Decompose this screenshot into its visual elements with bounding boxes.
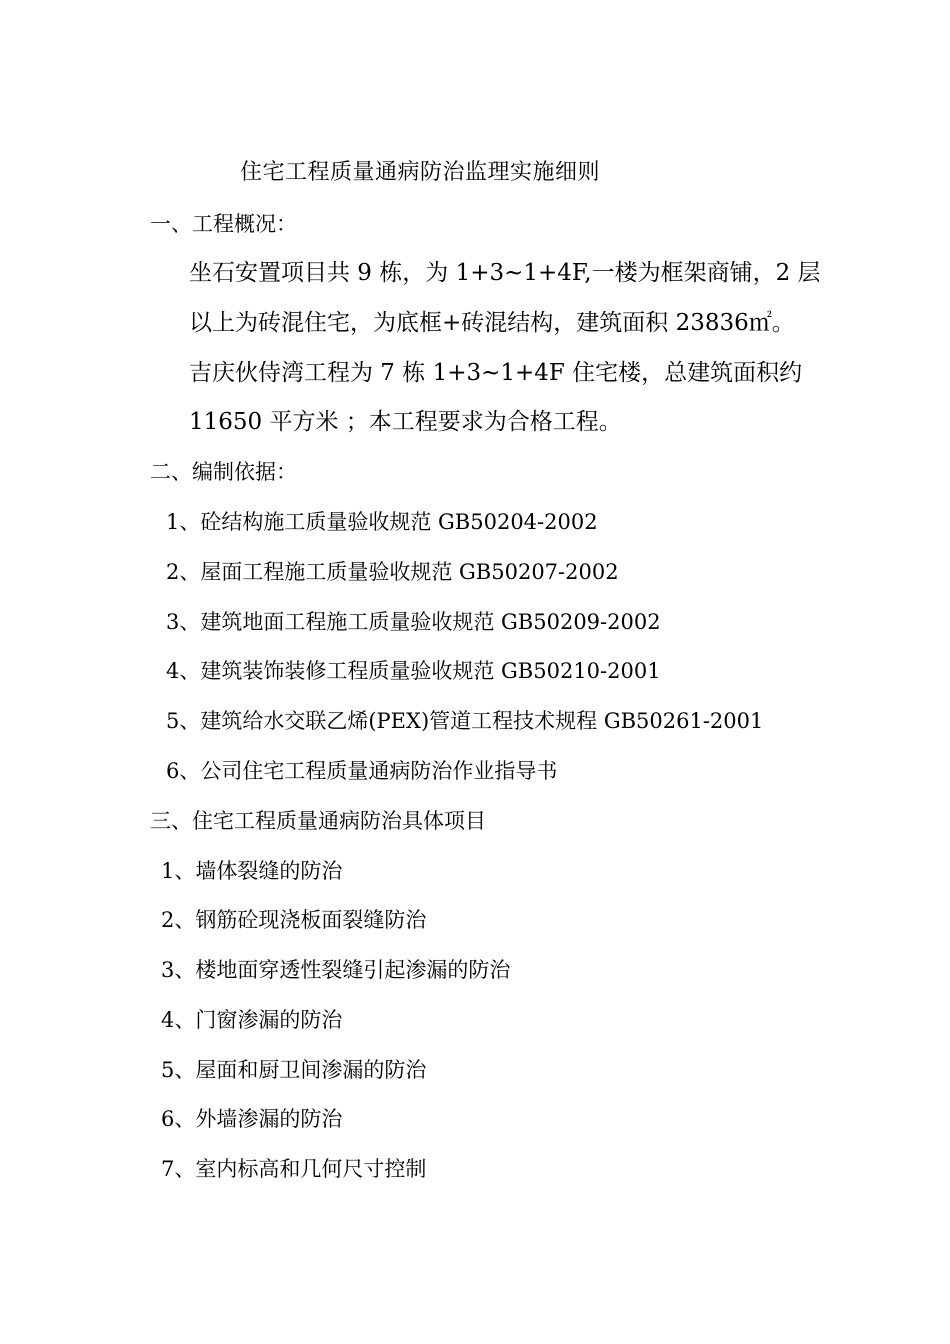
reference-item: 4、建筑装饰装修工程质量验收规范 GB50210-2001 — [166, 659, 661, 683]
reference-item: 2、屋面工程施工质量验收规范 GB50207-2002 — [166, 560, 619, 584]
overview-line-1: 坐石安置项目共 9 栋，为 1+3~1+4F,一楼为框架商铺，2 层 — [189, 260, 821, 286]
overview-line-2: 以上为砖混住宅，为底框+砖混结构，建筑面积 23836㎡。 — [189, 310, 795, 336]
defect-item: 3、楼地面穿透性裂缝引起渗漏的防治 — [161, 958, 511, 982]
defect-item: 2、钢筋砼现浇板面裂缝防治 — [161, 908, 427, 932]
section-1-heading: 一、工程概况： — [150, 212, 297, 236]
section-2-heading: 二、编制依据： — [150, 460, 297, 484]
overview-line-4: 11650 平方米 ；本工程要求为合格工程。 — [189, 409, 622, 435]
reference-item: 1、砼结构施工质量验收规范 GB50204-2002 — [166, 510, 598, 534]
reference-item: 5、建筑给水交联乙烯(PEX)管道工程技术规程 GB50261-2001 — [166, 709, 764, 733]
reference-item: 3、建筑地面工程施工质量验收规范 GB50209-2002 — [166, 610, 661, 634]
defect-item: 1、墙体裂缝的防治 — [161, 859, 343, 883]
document-title: 住宅工程质量通病防治监理实施细则 — [240, 160, 601, 185]
defect-item: 6、外墙渗漏的防治 — [161, 1107, 343, 1131]
overview-line-3: 吉庆伙侍湾工程为 7 栋 1+3~1+4F 住宅楼，总建筑面积约 — [189, 360, 803, 386]
defect-item: 4、门窗渗漏的防治 — [161, 1008, 343, 1032]
defect-item: 7、室内标高和几何尺寸控制 — [161, 1157, 427, 1181]
reference-item: 6、公司住宅工程质量通病防治作业指导书 — [166, 759, 558, 783]
section-3-heading: 三、住宅工程质量通病防治具体项目 — [150, 809, 486, 833]
defect-item: 5、屋面和厨卫间渗漏的防治 — [161, 1058, 427, 1082]
